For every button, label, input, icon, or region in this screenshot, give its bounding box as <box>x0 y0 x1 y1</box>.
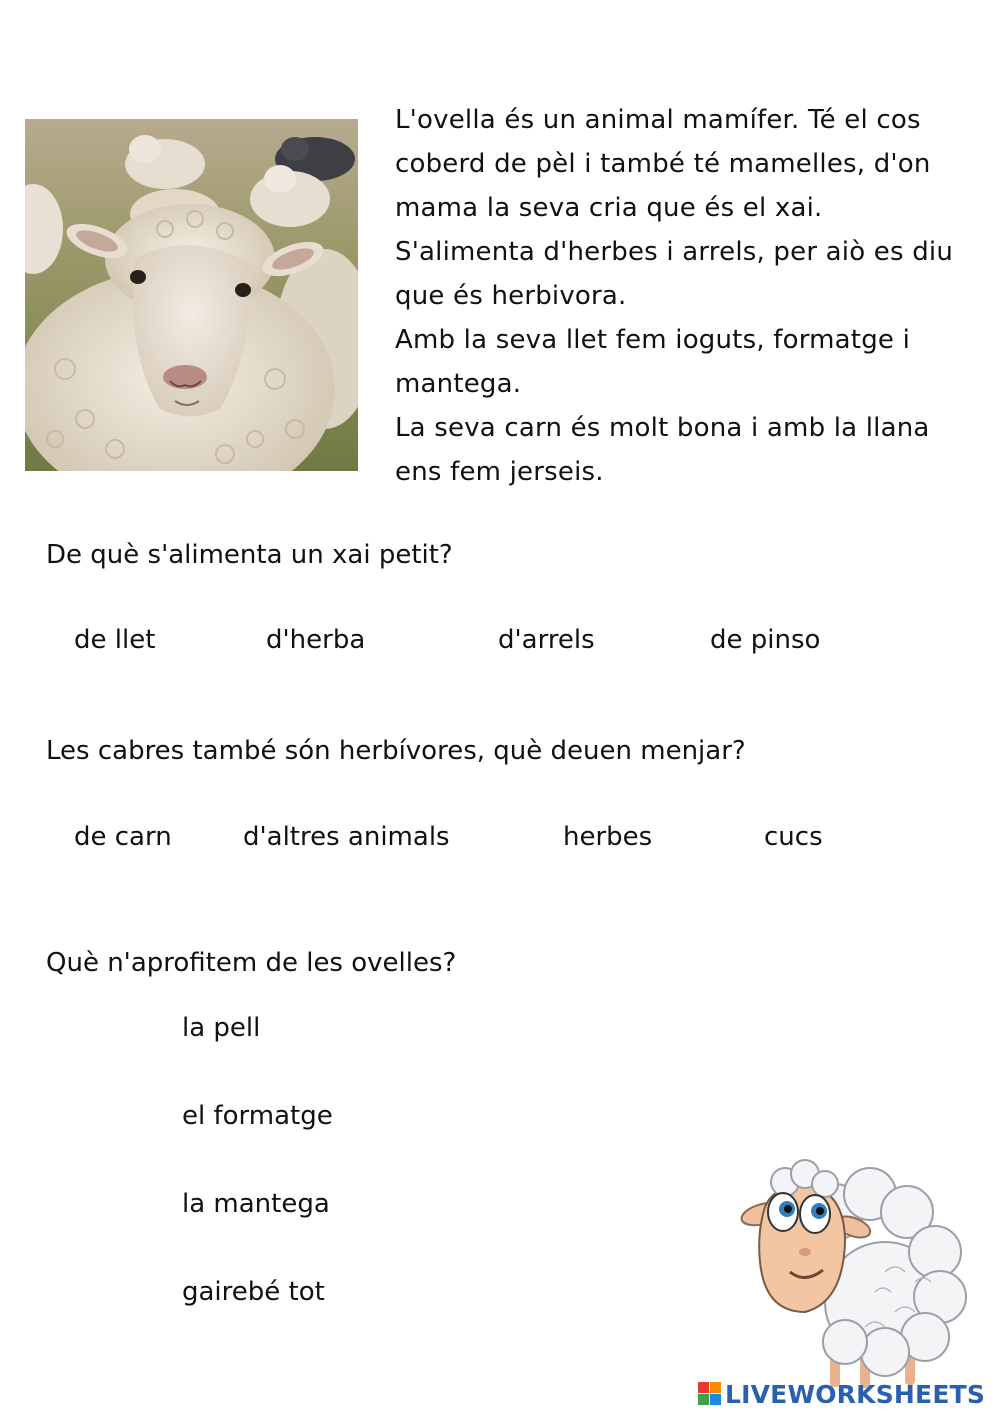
q1-option-de-pinso[interactable]: de pinso <box>710 625 821 655</box>
q2-option-herbes[interactable]: herbes <box>563 822 653 852</box>
intro-line: S'alimenta d'herbes i arrels, per aiò es diu <box>395 237 954 267</box>
liveworksheets-logo-text: LIVEWORKSHEETS <box>725 1379 986 1409</box>
intro-line: Amb la seva llet fem ioguts, formatge i <box>395 325 910 355</box>
q3-option-la-mantega[interactable]: la mantega <box>182 1189 330 1219</box>
intro-line: La seva carn és molt bona i amb la llana <box>395 413 930 443</box>
q1-option-de-llet[interactable]: de llet <box>74 625 156 655</box>
intro-line: mama la seva cria que és el xai. <box>395 193 823 223</box>
intro-line: coberd de pèl i també té mamelles, d'on <box>395 149 931 179</box>
q3-option-la-pell[interactable]: la pell <box>182 1013 261 1043</box>
q3-option-el-formatge[interactable]: el formatge <box>182 1101 333 1131</box>
intro-line: L'ovella és un animal mamífer. Té el cos <box>395 105 921 135</box>
intro-paragraph <box>395 98 975 494</box>
question-3: Què n'aprofitem de les ovelles? <box>46 948 457 978</box>
q2-option-d-altres-animals[interactable]: d'altres animals <box>243 822 450 852</box>
liveworksheets-logo-icon <box>698 1382 722 1406</box>
question-2: Les cabres també són herbívores, què deuen menjar? <box>46 736 746 766</box>
q1-option-d-herba[interactable]: d'herba <box>266 625 366 655</box>
liveworksheets-logo <box>698 1380 985 1408</box>
intro-line: ens fem jerseis. <box>395 457 604 487</box>
question-1: De què s'alimenta un xai petit? <box>46 540 453 570</box>
q2-option-cucs[interactable]: cucs <box>764 822 823 852</box>
q1-option-d-arrels[interactable]: d'arrels <box>498 625 595 655</box>
q2-option-de-carn[interactable]: de carn <box>74 822 172 852</box>
intro-line: mantega. <box>395 369 522 399</box>
sheep-photo <box>25 119 358 471</box>
cartoon-sheep-illustration <box>735 1152 975 1392</box>
intro-line: que és herbivora. <box>395 281 627 311</box>
q3-option-gairebe-tot[interactable]: gairebé tot <box>182 1277 325 1307</box>
